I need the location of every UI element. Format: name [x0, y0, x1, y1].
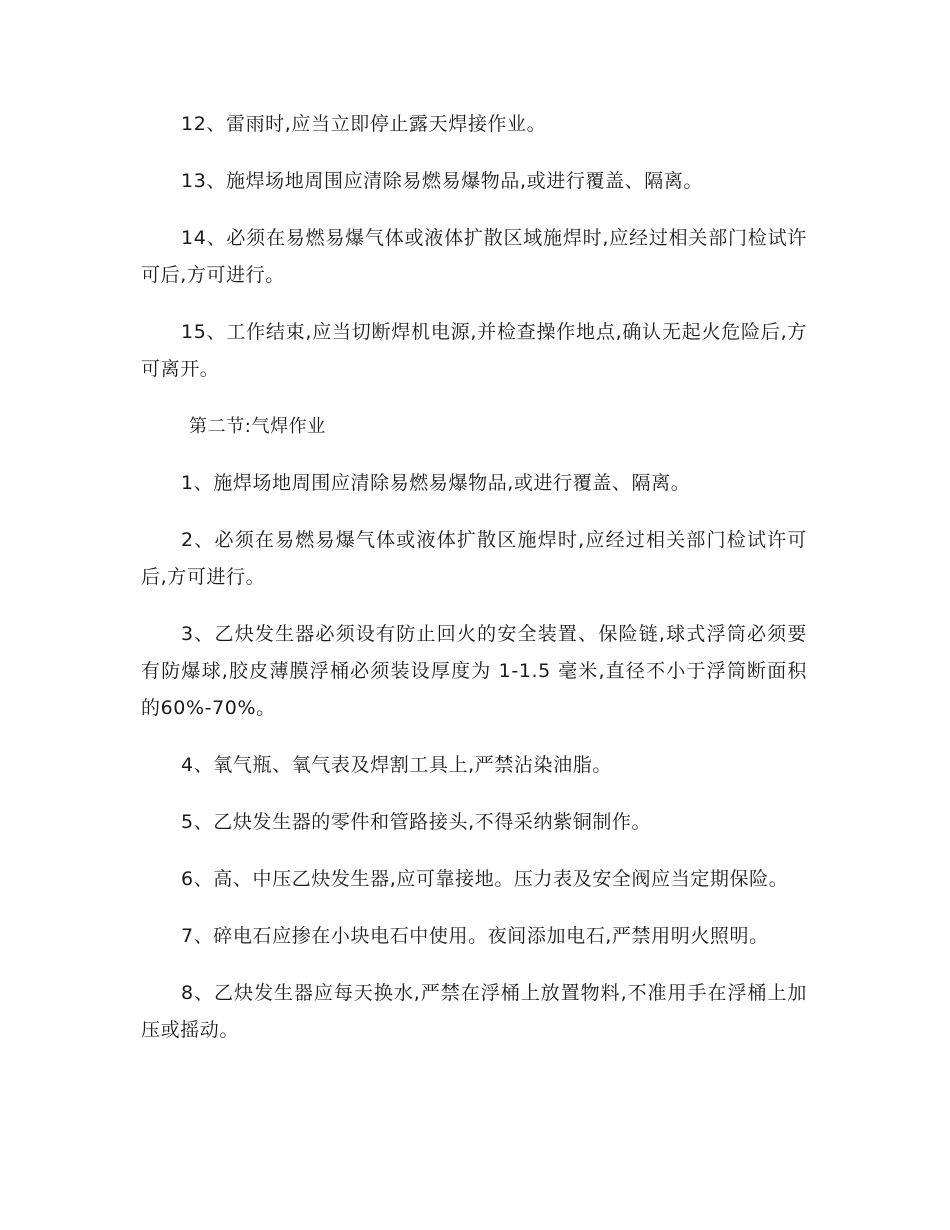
- paragraph-13: 13、施焊场地周围应清除易燃易爆物品,或进行覆盖、隔离。: [181, 170, 704, 192]
- paragraph-14: 14、必须在易燃易爆气体或液体扩散区域施焊时,应经过相关部门检试许可后,方可进行。: [141, 227, 807, 286]
- document-body: [141, 106, 807, 1069]
- paragraph-6: 6、高、中压乙炔发生器,应可靠接地。压力表及安全阀应当定期保险。: [181, 868, 789, 890]
- paragraph-4: 4、氧气瓶、氧气表及焊割工具上,严禁沾染油脂。: [181, 754, 612, 776]
- section-heading: 第二节:气焊作业: [189, 416, 326, 437]
- paragraph-2: 2、必须在易燃易爆气体或液体扩散区施焊时,应经过相关部门检试许可后,方可进行。: [141, 529, 807, 588]
- paragraph-8: 8、乙炔发生器应每天换水,严禁在浮桶上放置物料,不准用手在浮桶上加压或摇动。: [141, 982, 807, 1041]
- paragraph-1: 1、施焊场地周围应清除易燃易爆物品,或进行覆盖、隔离。: [181, 472, 691, 494]
- paragraph-3: 3、乙炔发生器必须设有防止回火的安全装置、保险链,球式浮筒必须要有防爆球,胶皮薄膜浮桶必须装设厚度为 1-1.5 毫米,直径不小于浮筒断面积的60%-70%。: [141, 623, 807, 719]
- paragraph-12: 12、雷雨时,应当立即停止露天焊接作业。: [181, 113, 547, 135]
- paragraph-15: 15、工作结束,应当切断焊机电源,并检查操作地点,确认无起火危险后,方可离开。: [141, 321, 807, 380]
- paragraph-7: 7、碎电石应掺在小块电石中使用。夜间添加电石,严禁用明火照明。: [181, 925, 769, 947]
- paragraph-5: 5、乙炔发生器的零件和管路接头,不得采纳紫铜制作。: [181, 811, 652, 833]
